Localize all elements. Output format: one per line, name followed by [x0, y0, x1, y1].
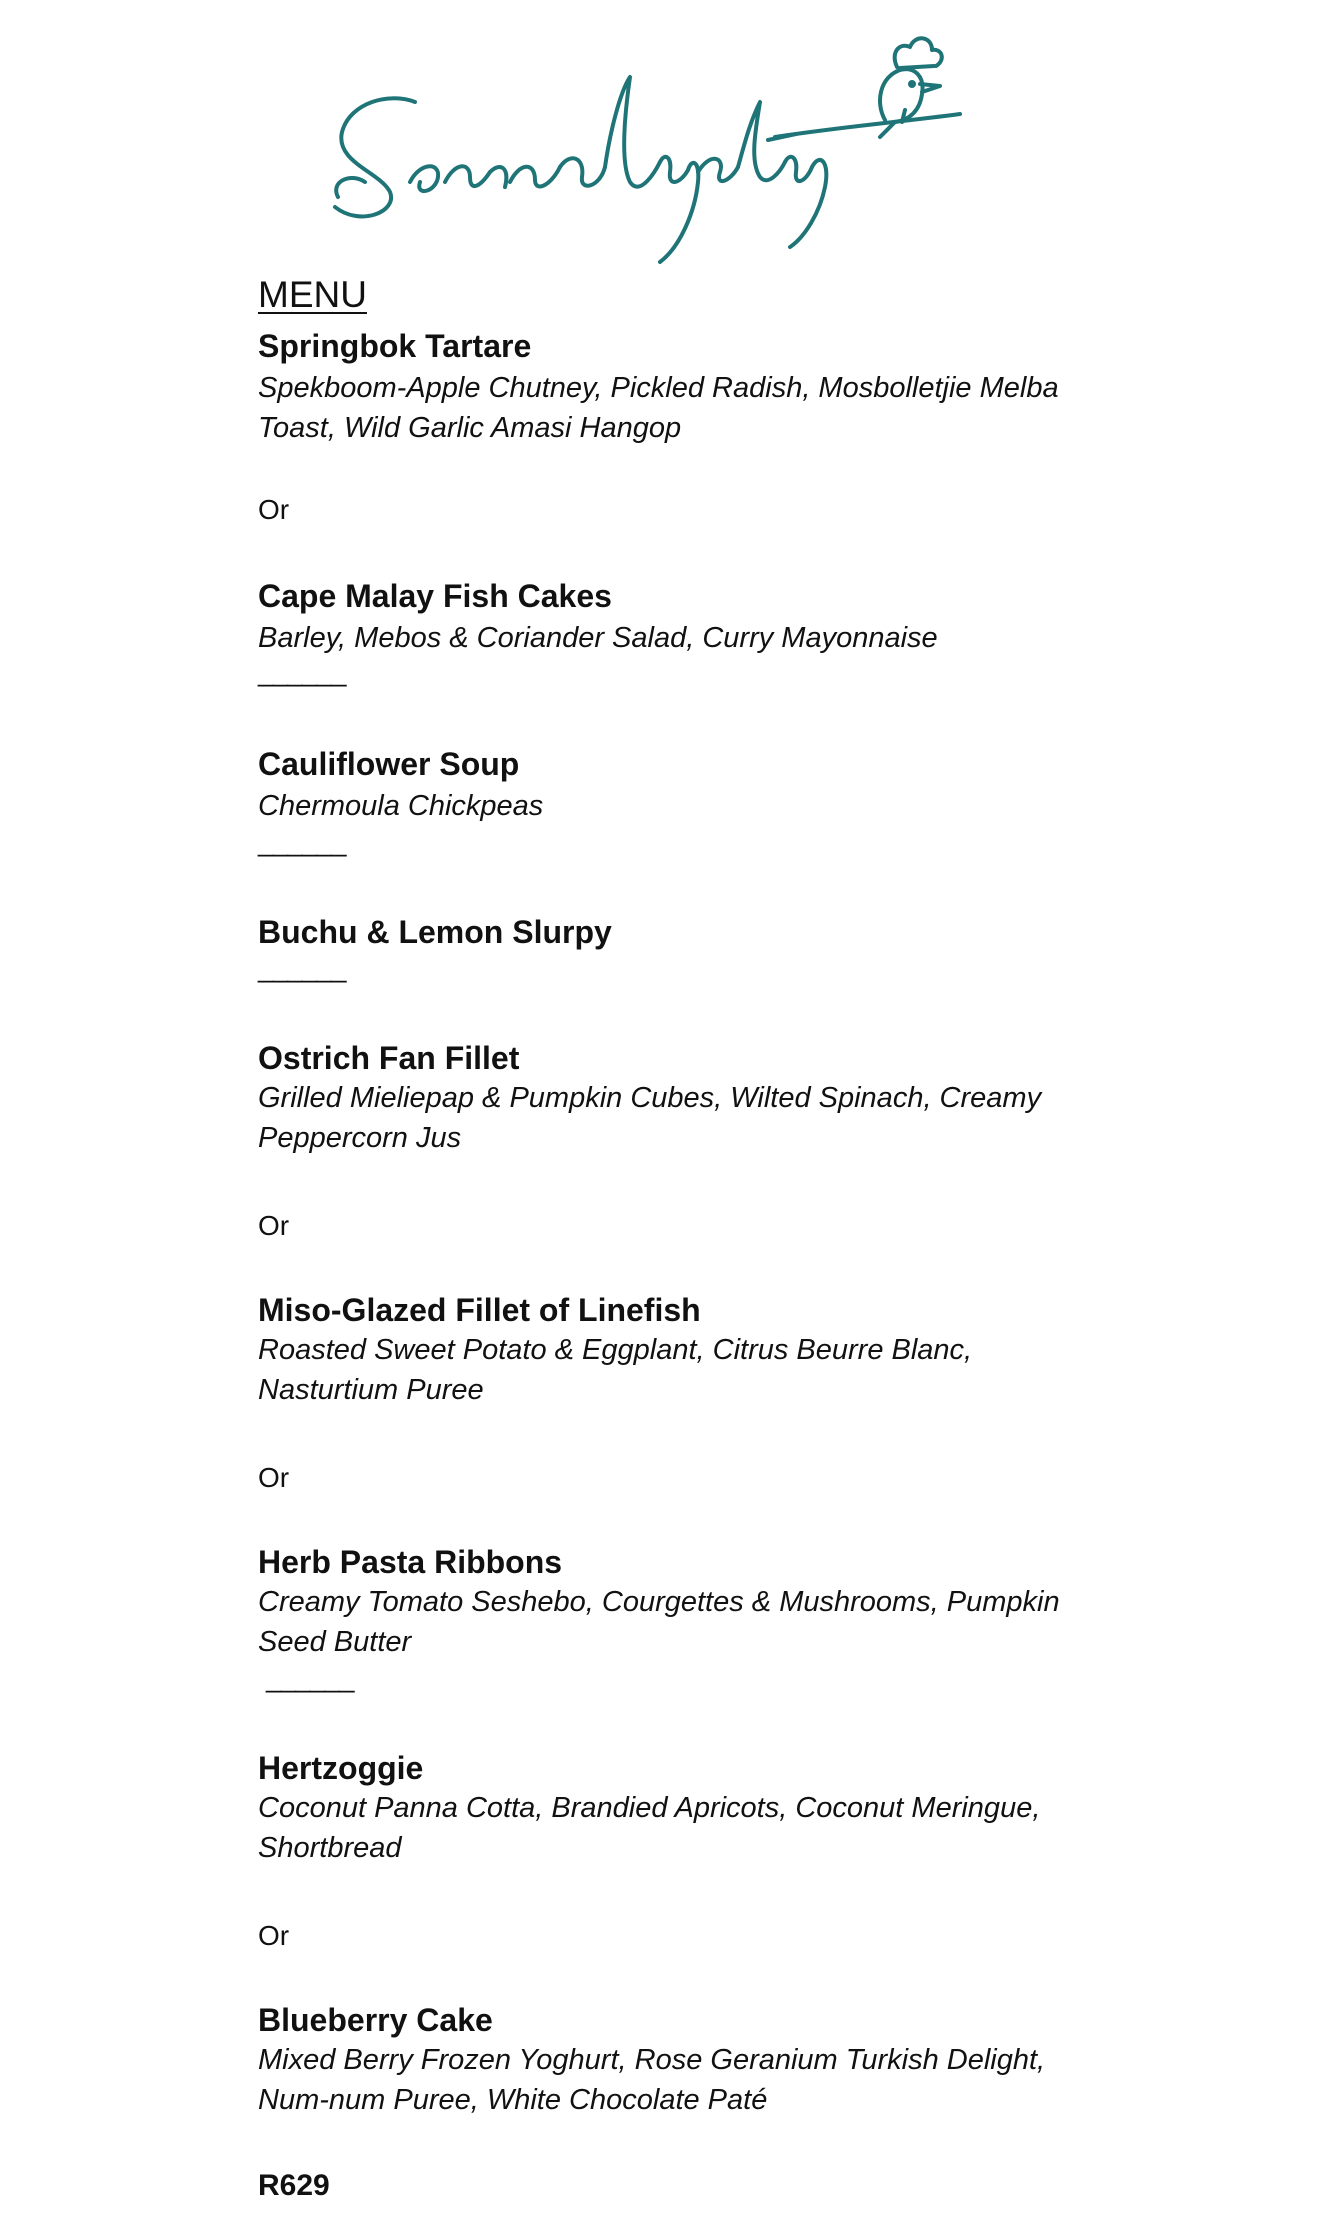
- dish-title-blueberry-cake: Blueberry Cake: [258, 2002, 493, 2038]
- dish-desc-hertzoggie-line1: Coconut Panna Cotta, Brandied Apricots, Coconut Meringue,: [258, 1792, 1041, 1824]
- menu-price: R629: [258, 2169, 330, 2202]
- dish-desc-springbok-tartare-line1: Spekboom-Apple Chutney, Pickled Radish, Mosbolletjie Melba: [258, 372, 1059, 404]
- dish-title-cape-malay-fish-cakes: Cape Malay Fish Cakes: [258, 578, 612, 614]
- course-divider: ______: [266, 1662, 354, 1693]
- dish-title-hertzoggie: Hertzoggie: [258, 1750, 424, 1786]
- or-connector: Or: [258, 1920, 290, 1951]
- or-connector: Or: [258, 1462, 290, 1493]
- dish-title-cauliflower-soup: Cauliflower Soup: [258, 746, 520, 782]
- dish-desc-ostrich-fan-fillet-line2: Peppercorn Jus: [258, 1122, 462, 1154]
- dish-desc-hertzoggie-line2: Shortbread: [258, 1832, 402, 1864]
- chef-bird-icon: [320, 22, 970, 272]
- dish-title-buchu-lemon-slurpy: Buchu & Lemon Slurpy: [258, 914, 612, 950]
- course-divider: ______: [258, 952, 346, 983]
- serendipity-logo: [320, 22, 970, 272]
- dish-desc-herb-pasta-ribbons-line2: Seed Butter: [258, 1626, 412, 1658]
- dish-desc-ostrich-fan-fillet-line1: Grilled Mieliepap & Pumpkin Cubes, Wilted Spinach, Creamy: [258, 1082, 1042, 1114]
- dish-desc-blueberry-cake-line2: Num-num Puree, White Chocolate Paté: [258, 2084, 768, 2116]
- dish-desc-miso-glazed-linefish-line1: Roasted Sweet Potato & Eggplant, Citrus Beurre Blanc,: [258, 1334, 973, 1366]
- dish-desc-springbok-tartare-line2: Toast, Wild Garlic Amasi Hangop: [258, 412, 682, 444]
- course-divider: ______: [258, 656, 346, 687]
- dish-desc-herb-pasta-ribbons-line1: Creamy Tomato Seshebo, Courgettes & Mushrooms, Pumpkin: [258, 1586, 1060, 1618]
- menu-block: [258, 272, 1158, 2202]
- course-divider: ______: [258, 826, 346, 857]
- menu-heading: MENU: [258, 274, 367, 315]
- dish-title-springbok-tartare: Springbok Tartare: [258, 328, 532, 364]
- or-connector: Or: [258, 1210, 290, 1241]
- or-connector: Or: [258, 494, 290, 525]
- dish-title-miso-glazed-linefish: Miso-Glazed Fillet of Linefish: [258, 1292, 701, 1328]
- dish-desc-cape-malay-fish-cakes: Barley, Mebos & Coriander Salad, Curry Mayonnaise: [258, 622, 938, 654]
- dish-title-herb-pasta-ribbons: Herb Pasta Ribbons: [258, 1544, 563, 1580]
- dish-desc-cauliflower-soup: Chermoula Chickpeas: [258, 790, 544, 822]
- dish-title-ostrich-fan-fillet: Ostrich Fan Fillet: [258, 1040, 520, 1076]
- dish-desc-blueberry-cake-line1: Mixed Berry Frozen Yoghurt, Rose Geranium Turkish Delight,: [258, 2044, 1046, 2076]
- dish-desc-miso-glazed-linefish-line2: Nasturtium Puree: [258, 1374, 484, 1406]
